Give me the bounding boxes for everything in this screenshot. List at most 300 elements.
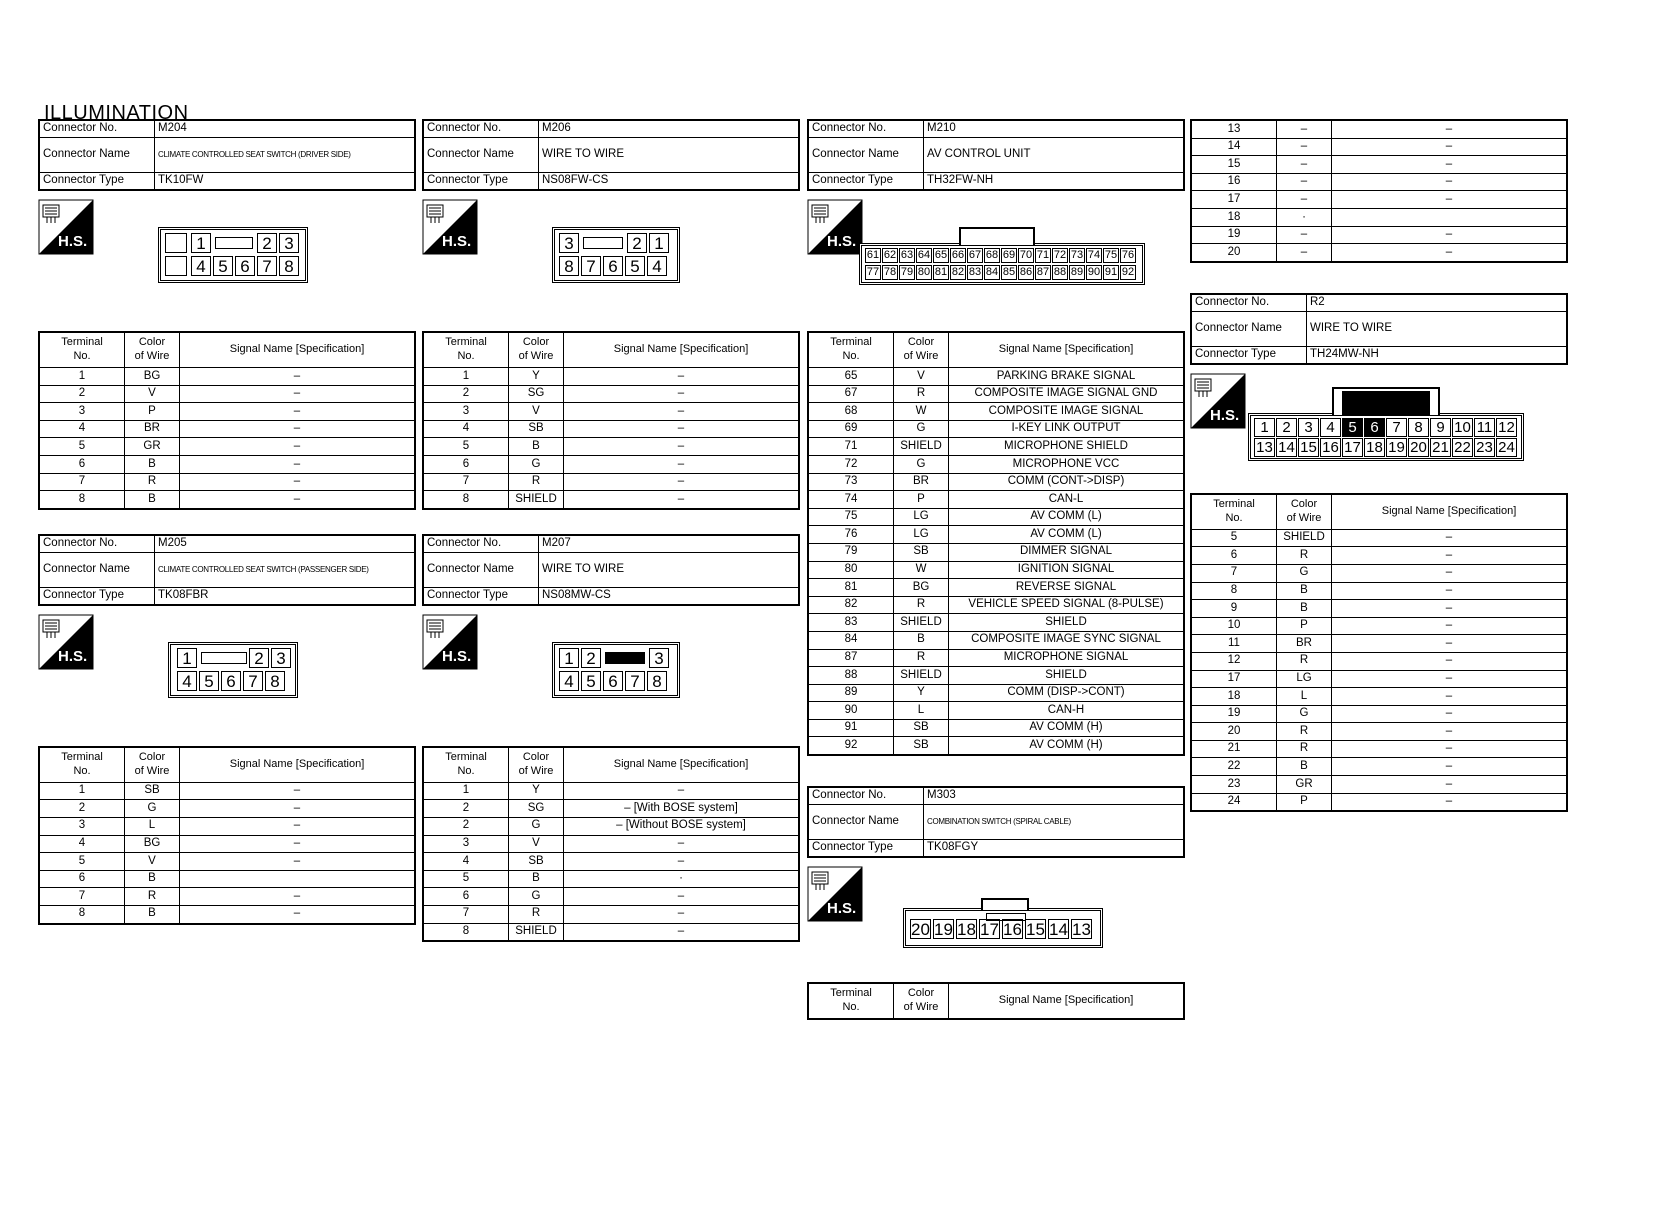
connector-pin: 18 (957, 920, 976, 940)
wire-color-cell: R (1277, 723, 1332, 741)
col-header-text: No. (842, 1001, 860, 1014)
signal-name-cell: I-KEY LINK OUTPUT (949, 420, 1185, 438)
header-value-type: TH24MW-NH (1307, 346, 1568, 364)
table-row (39, 835, 415, 853)
terminal-no-cell: 89 (808, 684, 894, 702)
terminal-no-cell: 17 (1191, 670, 1277, 688)
signal-name-cell: AV COMM (L) (949, 526, 1185, 544)
wire-color-cell: SG (509, 385, 564, 403)
terminal-no-cell: 4 (39, 420, 125, 438)
connector-pin: 77 (866, 266, 880, 278)
wire-color-cell: – (1277, 244, 1332, 262)
connector-pin: 2 (249, 648, 269, 668)
connector-pin: 21 (1430, 438, 1451, 457)
connector-diagram (422, 606, 800, 746)
wire-color-cell: LG (894, 508, 949, 526)
signal-name-cell: · (564, 870, 800, 888)
wire-color-cell: · (1277, 208, 1332, 226)
wire-color-cell: – (1277, 191, 1332, 209)
connector-pin: 8 (1408, 418, 1429, 437)
table-row (423, 888, 799, 906)
col-header-terminal (1191, 494, 1277, 530)
connector-diagram (38, 191, 416, 331)
terminal-no-cell: 20 (1191, 723, 1277, 741)
wire-color-cell: SB (509, 853, 564, 871)
terminal-no-cell: 20 (1191, 244, 1277, 262)
col-header-text: Terminal (445, 336, 487, 349)
signal-name-cell: – (180, 853, 416, 871)
terminal-no-cell: 5 (423, 438, 509, 456)
wire-color-cell: R (1277, 547, 1332, 565)
col-header-signal: Signal Name [Specification] (1332, 494, 1568, 530)
wire-color-cell: G (894, 420, 949, 438)
terminal-no-cell: 2 (423, 800, 509, 818)
connector-pin: 19 (1386, 438, 1407, 457)
signal-name-cell: – (564, 438, 800, 456)
connector-pin: 69 (1002, 249, 1016, 261)
harness-side-icon (807, 199, 863, 255)
table-row (808, 596, 1184, 614)
terminal-no-cell: 81 (808, 579, 894, 597)
connector-pin: 67 (968, 249, 982, 261)
signal-name-cell: – (1332, 244, 1568, 262)
header-key: Connector No. (423, 120, 539, 138)
header-key: Connector No. (39, 535, 155, 553)
signal-name-cell: MICROPHONE SHIELD (949, 438, 1185, 456)
signal-name-cell: SHIELD (949, 614, 1185, 632)
terminal-no-cell: 6 (423, 888, 509, 906)
wire-color-cell: SHIELD (894, 667, 949, 685)
connector-pin: 14 (1276, 438, 1297, 457)
connector-pin: 87 (1036, 266, 1050, 278)
wire-color-cell: Y (509, 368, 564, 386)
header-value-name: CLIMATE CONTROLLED SEAT SWITCH (PASSENGER SIDE) (155, 552, 416, 587)
table-row (39, 403, 415, 421)
header-key: Connector Name (423, 138, 539, 173)
signal-name-cell: – (564, 385, 800, 403)
connector-pin: 6 (603, 256, 623, 276)
signal-name-cell: – (564, 888, 800, 906)
connector-pin: 7 (581, 256, 601, 276)
connector-pin: 5 (213, 256, 233, 276)
connector-header-table (38, 119, 416, 191)
terminal-no-cell: 2 (423, 385, 509, 403)
table-row (39, 491, 415, 509)
wire-color-cell: – (1277, 138, 1332, 156)
signal-name-cell: – (180, 888, 416, 906)
connector-pin: 5 (1342, 418, 1363, 437)
connector-pin: 79 (900, 266, 914, 278)
connector-block (38, 119, 416, 510)
col-header-signal: Signal Name [Specification] (564, 747, 800, 783)
header-key: Connector Name (808, 138, 924, 173)
col-header-color (894, 983, 949, 1019)
table-row (1191, 156, 1567, 174)
connector-header-table (807, 119, 1185, 191)
wire-color-cell: P (125, 403, 180, 421)
table-row (1191, 244, 1567, 262)
table-row (808, 543, 1184, 561)
wire-color-cell: SB (894, 543, 949, 561)
header-value-type: TK08FBR (155, 587, 416, 605)
table-row (808, 737, 1184, 755)
connector-block (807, 786, 1185, 1020)
table-row (1191, 688, 1567, 706)
wire-color-cell: P (1277, 617, 1332, 635)
connector-pin: 2 (1276, 418, 1297, 437)
hs-label: H.S. (442, 233, 472, 250)
signal-name-cell: – [Without BOSE system] (564, 817, 800, 835)
terminal-table (1190, 493, 1568, 813)
table-row (1191, 191, 1567, 209)
connector-pin: 24 (1496, 438, 1517, 457)
signal-name-cell: REVERSE SIGNAL (949, 579, 1185, 597)
table-row (1191, 564, 1567, 582)
connector-pin: 14 (1049, 920, 1068, 940)
connector-face (158, 227, 308, 283)
header-value-name: WIRE TO WIRE (539, 138, 800, 173)
col-header-signal: Signal Name [Specification] (949, 332, 1185, 368)
connector-pin: 92 (1121, 266, 1135, 278)
connector-pin: 68 (985, 249, 999, 261)
connector-key (959, 227, 1035, 245)
signal-name-cell: – (1332, 740, 1568, 758)
table-row (808, 508, 1184, 526)
wire-color-cell: – (1277, 120, 1332, 138)
terminal-no-cell: 65 (808, 368, 894, 386)
terminal-no-cell: 68 (808, 403, 894, 421)
connector-latch (215, 237, 253, 249)
signal-name-cell: – (1332, 156, 1568, 174)
terminal-no-cell: 80 (808, 561, 894, 579)
signal-name-cell: – (1332, 173, 1568, 191)
connector-pin: 13 (1072, 920, 1091, 940)
hs-label: H.S. (442, 647, 472, 665)
col-header-text: Terminal (830, 987, 872, 1000)
signal-name-cell: – (1332, 723, 1568, 741)
header-value-name: WIRE TO WIRE (1307, 311, 1568, 346)
connector-pin: 74 (1087, 249, 1101, 261)
signal-name-cell: – (1332, 529, 1568, 547)
wire-color-cell: V (125, 385, 180, 403)
header-value-type: NS08MW-CS (539, 587, 800, 605)
signal-name-cell: IGNITION SIGNAL (949, 561, 1185, 579)
wire-color-cell: BG (125, 368, 180, 386)
signal-name-cell: – (1332, 705, 1568, 723)
wire-color-cell: V (509, 835, 564, 853)
table-row (39, 438, 415, 456)
signal-name-cell: – (1332, 617, 1568, 635)
wire-color-cell: GR (125, 438, 180, 456)
connector-pin: 6 (1364, 418, 1385, 437)
terminal-table (807, 982, 1185, 1020)
wire-color-cell: Y (509, 782, 564, 800)
hs-label: H.S. (58, 647, 88, 665)
table-row (423, 473, 799, 491)
col-header-signal: Signal Name [Specification] (180, 747, 416, 783)
connector-pin: 1 (649, 233, 669, 253)
connector-pin: 16 (1003, 920, 1022, 940)
wire-color-cell: BR (125, 420, 180, 438)
connector-diagram (38, 606, 416, 746)
wire-color-cell: R (125, 473, 180, 491)
col-header-text: of Wire (903, 350, 939, 362)
connector-pin: 62 (883, 249, 897, 261)
terminal-no-cell: 6 (39, 455, 125, 473)
table-row (423, 782, 799, 800)
signal-name-cell: CAN-L (949, 491, 1185, 509)
table-row (1191, 776, 1567, 794)
connector-pin: 19 (934, 920, 953, 940)
terminal-no-cell: 19 (1191, 705, 1277, 723)
table-row (423, 491, 799, 509)
col-header-text: of Wire (518, 764, 554, 777)
header-value-name: WIRE TO WIRE (539, 552, 800, 587)
terminal-no-cell: 92 (808, 737, 894, 755)
connector-pin: 3 (559, 233, 579, 253)
table-row (808, 385, 1184, 403)
header-value-type: TH32FW-NH (924, 173, 1185, 191)
harness-side-icon (422, 614, 478, 670)
terminal-no-cell: 67 (808, 385, 894, 403)
terminal-no-cell: 3 (423, 835, 509, 853)
terminal-no-cell: 5 (39, 853, 125, 871)
connector-pin: 4 (1320, 418, 1341, 437)
col-header-signal: Signal Name [Specification] (949, 983, 1185, 1019)
connector-pin: 6 (235, 256, 255, 276)
col-header-text: No. (457, 350, 475, 362)
connector-pin: 3 (279, 233, 299, 253)
connector-block (422, 119, 800, 510)
col-header-color (1277, 494, 1332, 530)
connector-header-table (422, 534, 800, 606)
col-header-color (125, 747, 180, 783)
signal-name-cell: – (1332, 582, 1568, 600)
terminal-no-cell: 5 (1191, 529, 1277, 547)
connector-pin-empty (165, 233, 187, 253)
table-row (808, 438, 1184, 456)
signal-name-cell: – (180, 420, 416, 438)
col-header-color (125, 332, 180, 368)
connector-pin: 20 (911, 920, 930, 940)
signal-name-cell: – (564, 473, 800, 491)
wire-color-cell: SB (894, 719, 949, 737)
signal-name-cell: COMPOSITE IMAGE SIGNAL (949, 403, 1185, 421)
table-row (808, 631, 1184, 649)
table-row (808, 561, 1184, 579)
table-row (1191, 547, 1567, 565)
column-1 (38, 119, 416, 925)
signal-name-cell: – (180, 800, 416, 818)
connector-pin: 84 (985, 266, 999, 278)
terminal-table (38, 331, 416, 510)
wire-color-cell: V (509, 403, 564, 421)
connector-pin: 6 (221, 671, 241, 691)
connector-pin: 82 (951, 266, 965, 278)
connector-header-table (38, 534, 416, 606)
connector-key (981, 898, 1029, 910)
terminal-no-cell: 73 (808, 473, 894, 491)
table-row (423, 403, 799, 421)
wire-color-cell: L (125, 817, 180, 835)
connector-pin: 65 (934, 249, 948, 261)
header-value-no: M205 (155, 535, 416, 553)
connector-pin: 1 (191, 233, 211, 253)
connector-pin: 23 (1474, 438, 1495, 457)
table-row (39, 853, 415, 871)
terminal-no-cell: 8 (1191, 582, 1277, 600)
col-header-text: Color (138, 751, 166, 763)
signal-name-cell: – (564, 403, 800, 421)
header-key: Connector No. (423, 535, 539, 553)
connector-pin: 2 (581, 648, 601, 668)
table-row (39, 368, 415, 386)
connector-pin: 4 (191, 256, 211, 276)
header-key: Connector No. (808, 787, 924, 805)
connector-pin: 7 (257, 256, 277, 276)
table-row (423, 835, 799, 853)
connector-pin: 16 (1320, 438, 1341, 457)
connector-face (903, 898, 1103, 948)
connector-pin: 70 (1019, 249, 1033, 261)
col-header-color (894, 332, 949, 368)
table-row (423, 870, 799, 888)
wire-color-cell: R (1277, 652, 1332, 670)
wire-color-cell: G (125, 800, 180, 818)
connector-pin: 1 (1254, 418, 1275, 437)
col-header-signal: Signal Name [Specification] (180, 332, 416, 368)
wire-color-cell: – (1277, 156, 1332, 174)
connector-block-continued (1190, 119, 1568, 263)
connector-face (859, 227, 1145, 285)
table-row (39, 455, 415, 473)
connector-latch (605, 652, 645, 664)
terminal-no-cell: 7 (423, 473, 509, 491)
connector-pin: 15 (1298, 438, 1319, 457)
connector-pin: 2 (257, 233, 277, 253)
terminal-no-cell: 2 (39, 385, 125, 403)
wire-color-cell: R (125, 888, 180, 906)
signal-name-cell: COMPOSITE IMAGE SIGNAL GND (949, 385, 1185, 403)
terminal-no-cell: 3 (39, 817, 125, 835)
connector-pin: 9 (1430, 418, 1451, 437)
connector-pin: 13 (1254, 438, 1275, 457)
wire-color-cell: R (894, 649, 949, 667)
terminal-no-cell: 8 (423, 491, 509, 509)
table-row (808, 667, 1184, 685)
wire-color-cell: SB (125, 782, 180, 800)
wire-color-cell: V (894, 368, 949, 386)
signal-name-cell: – (180, 817, 416, 835)
header-key: Connector Type (808, 173, 924, 191)
header-value-name: CLIMATE CONTROLLED SEAT SWITCH (DRIVER SIDE) (155, 138, 416, 173)
header-key: Connector Name (39, 138, 155, 173)
table-row (1191, 635, 1567, 653)
connector-pin: 71 (1036, 249, 1050, 261)
table-row (808, 403, 1184, 421)
terminal-no-cell: 4 (39, 835, 125, 853)
signal-name-cell: – (180, 368, 416, 386)
connector-face (168, 642, 298, 698)
terminal-no-cell: 4 (423, 420, 509, 438)
terminal-no-cell: 7 (39, 473, 125, 491)
table-row (39, 782, 415, 800)
wire-color-cell: BR (894, 473, 949, 491)
wire-color-cell: GR (1277, 776, 1332, 794)
col-header-color (509, 332, 564, 368)
connector-face (552, 227, 680, 283)
connector-pin: 5 (581, 671, 601, 691)
connector-header-table (807, 786, 1185, 858)
terminal-no-cell: 2 (423, 817, 509, 835)
col-header-text: Terminal (445, 751, 487, 763)
signal-name-cell: – (180, 473, 416, 491)
terminal-no-cell: 91 (808, 719, 894, 737)
signal-name-cell: – (564, 853, 800, 871)
wire-color-cell: LG (1277, 670, 1332, 688)
signal-name-cell: COMM (CONT->DISP) (949, 473, 1185, 491)
connector-pin: 7 (625, 671, 645, 691)
terminal-no-cell: 11 (1191, 635, 1277, 653)
signal-name-cell: – (1332, 226, 1568, 244)
wire-color-cell: B (1277, 582, 1332, 600)
header-value-name: AV CONTROL UNIT (924, 138, 1185, 173)
col-header-text: No. (842, 350, 860, 362)
signal-name-cell: – (1332, 776, 1568, 794)
wire-color-cell: B (125, 491, 180, 509)
terminal-no-cell: 69 (808, 420, 894, 438)
terminal-no-cell: 16 (1191, 173, 1277, 191)
table-row (423, 905, 799, 923)
connector-pin: 4 (647, 256, 667, 276)
header-key: Connector Name (1191, 311, 1307, 346)
connector-pin: 4 (559, 671, 579, 691)
wire-color-cell: P (1277, 793, 1332, 811)
table-row (39, 905, 415, 923)
wire-color-cell: SHIELD (509, 923, 564, 941)
signal-name-cell: – (180, 438, 416, 456)
table-row (423, 817, 799, 835)
col-header-terminal (423, 332, 509, 368)
col-header-signal: Signal Name [Specification] (564, 332, 800, 368)
connector-pin: 1 (177, 648, 197, 668)
connector-pin: 18 (1364, 438, 1385, 457)
signal-name-cell: – (180, 835, 416, 853)
connector-diagram (422, 191, 800, 331)
table-row (1191, 723, 1567, 741)
terminal-no-cell: 18 (1191, 688, 1277, 706)
terminal-no-cell: 7 (39, 888, 125, 906)
header-value-type: TK10FW (155, 173, 416, 191)
hs-label: H.S. (58, 233, 88, 250)
wire-color-cell: BG (125, 835, 180, 853)
signal-name-cell: CAN-H (949, 702, 1185, 720)
connector-pin: 90 (1087, 266, 1101, 278)
terminal-no-cell: 22 (1191, 758, 1277, 776)
signal-name-cell: – (1332, 547, 1568, 565)
terminal-no-cell: 12 (1191, 652, 1277, 670)
terminal-no-cell: 6 (423, 455, 509, 473)
wire-color-cell: SG (509, 800, 564, 818)
wire-color-cell: V (125, 853, 180, 871)
connector-pin: 86 (1019, 266, 1033, 278)
signal-name-cell: – (1332, 758, 1568, 776)
header-key: Connector Type (423, 587, 539, 605)
terminal-no-cell: 79 (808, 543, 894, 561)
col-header-text: Color (907, 987, 935, 1000)
wire-color-cell: G (509, 455, 564, 473)
table-row (808, 719, 1184, 737)
